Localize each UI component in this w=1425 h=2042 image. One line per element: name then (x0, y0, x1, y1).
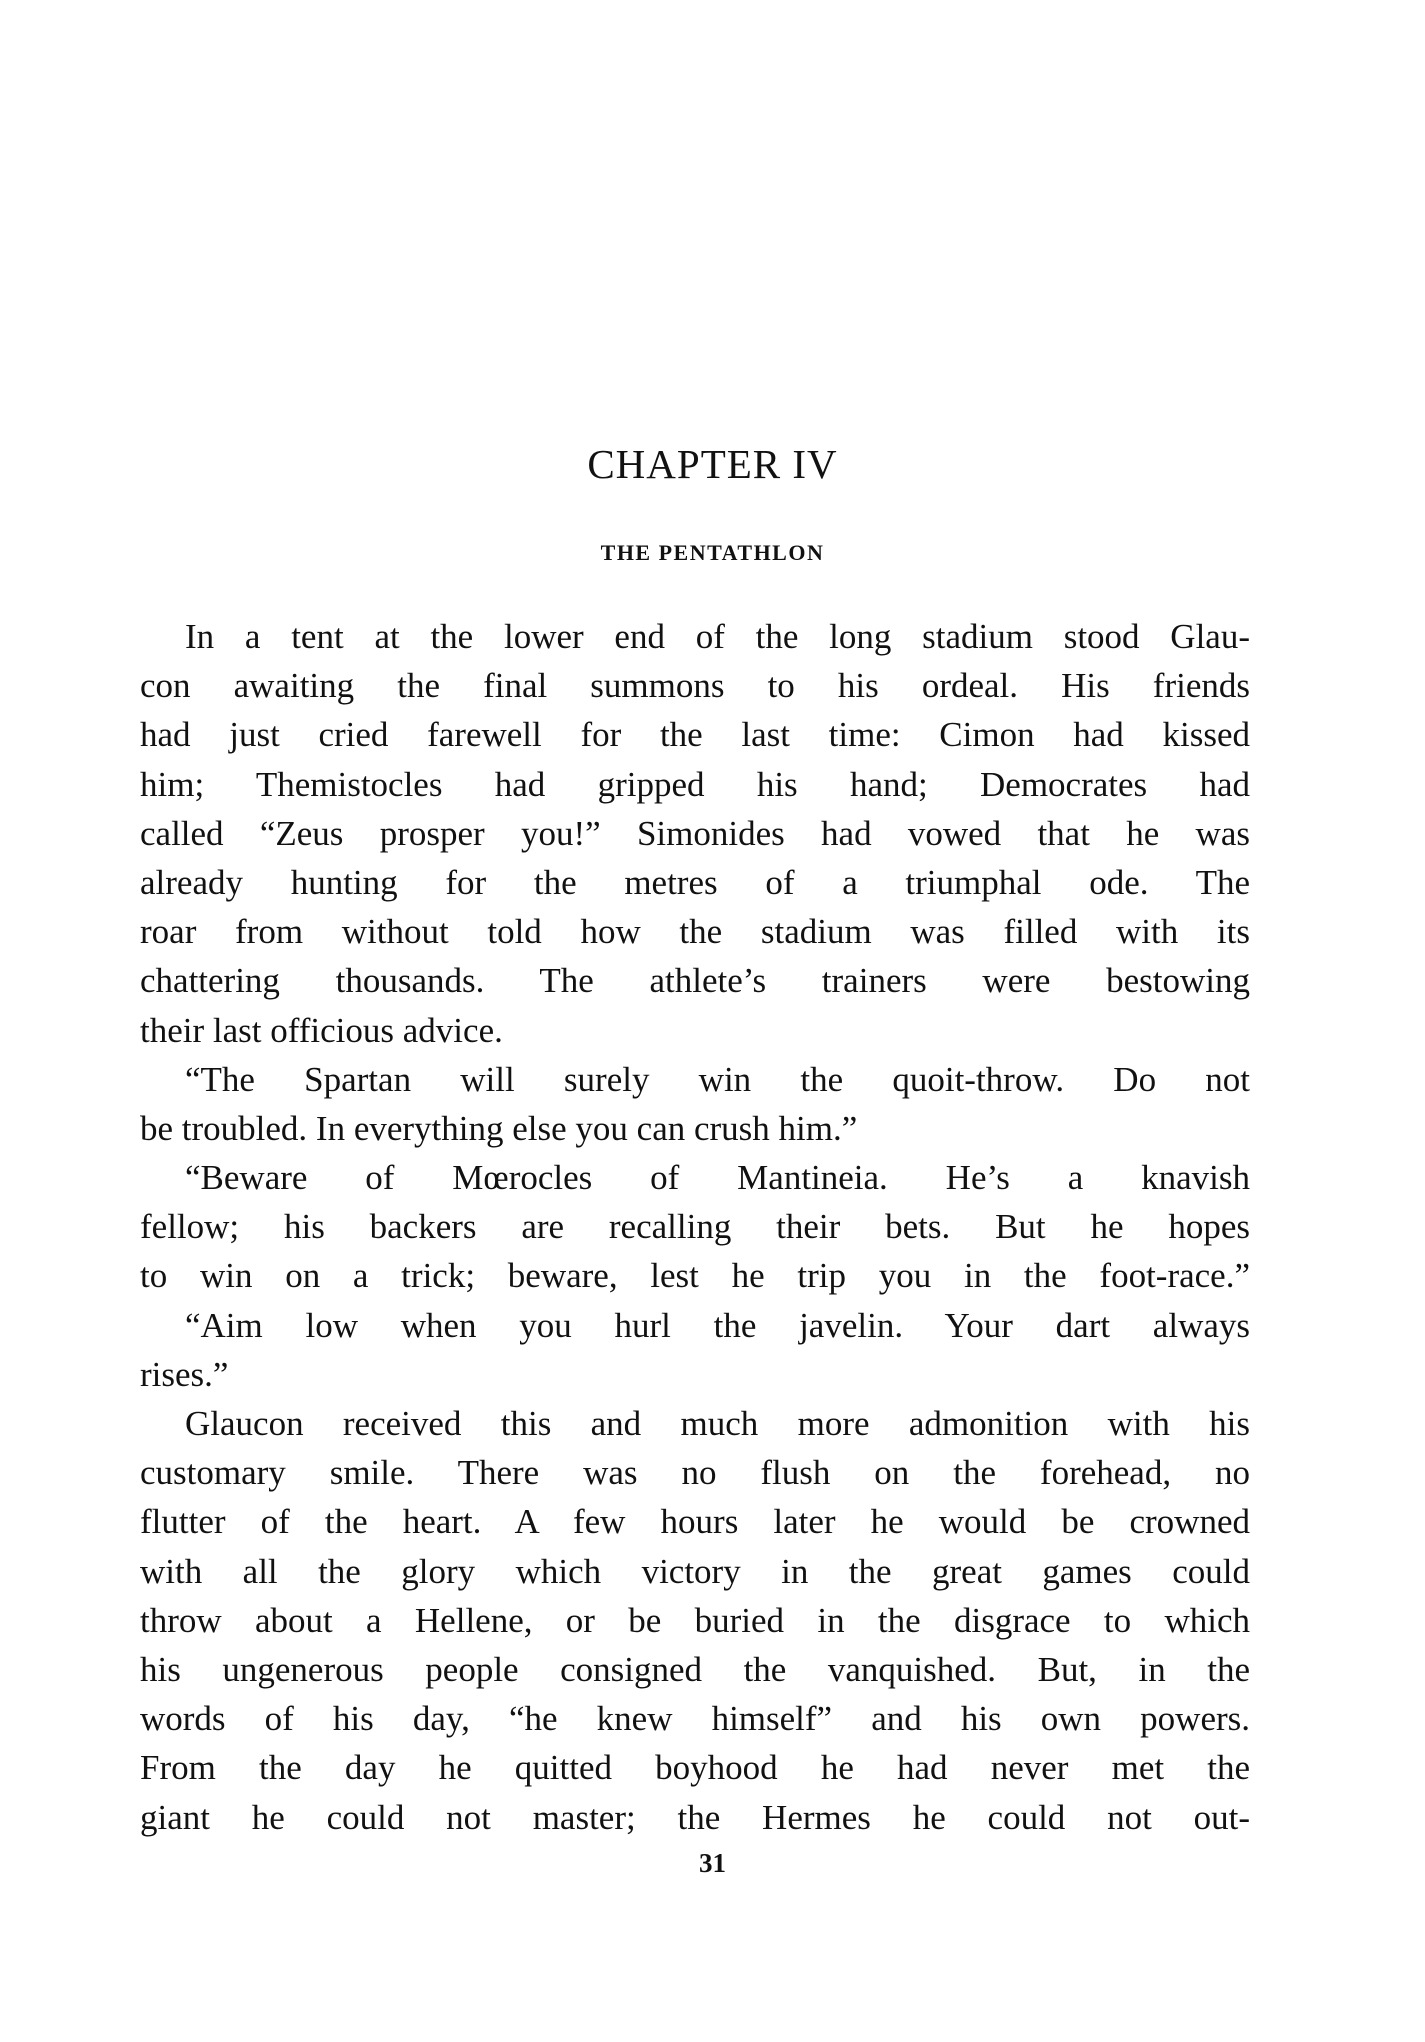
text-line: In a tent at the lower end of the long stadium stood Glau- (185, 617, 1250, 656)
text-line: flutter of the heart. A few hours later he would be crowned (140, 1502, 1250, 1542)
text-line: him; Themistocles had gripped his hand; Democrates had (140, 764, 1250, 804)
text-line: had just cried farewell for the last time: Cimon had kissed (140, 715, 1250, 755)
text-line: chattering thousands. The athlete’s trainers were bestowing (140, 961, 1250, 1001)
text-line: “Aim low when you hurl the javelin. Your dart always (185, 1305, 1250, 1345)
text-line: “The Spartan will surely win the quoit-throw. Do not (185, 1059, 1250, 1099)
text-line: already hunting for the metres of a triumphal ode. The (140, 862, 1250, 902)
text-line: words of his day, “he knew himself” and his own powers. (140, 1699, 1250, 1739)
page-number: 31 (699, 1848, 726, 1878)
text-line: rises.” (140, 1354, 229, 1394)
text-line: roar from without told how the stadium was filled with its (140, 912, 1250, 952)
chapter-title: CHAPTER IV (587, 441, 838, 487)
text-line: called “Zeus prosper you!” Simonides had vowed that he was (140, 813, 1250, 853)
text-line: “Beware of Mœrocles of Mantineia. He’s a knavish (185, 1158, 1250, 1198)
text-line: to win on a trick; beware, lest he trip you in the foot-race.” (140, 1256, 1250, 1296)
text-line: fellow; his backers are recalling their bets. But he hopes (140, 1207, 1250, 1247)
text-line: throw about a Hellene, or be buried in the disgrace to which (140, 1600, 1250, 1640)
text-line: giant he could not master; the Hermes he could not out- (140, 1797, 1250, 1837)
text-line: Glaucon received this and much more admonition with his (185, 1404, 1250, 1443)
text-line: customary smile. There was no flush on the forehead, no (140, 1453, 1250, 1493)
body-text (140, 612, 1250, 1842)
text-line: con awaiting the final summons to his ordeal. His friends (140, 666, 1250, 706)
chapter-subtitle: THE PENTATHLON (600, 540, 825, 565)
text-line: From the day he quitted boyhood he had never met the (140, 1748, 1250, 1788)
text-line: his ungenerous people consigned the vanquished. But, in the (140, 1649, 1250, 1689)
text-line: their last officious advice. (140, 1010, 503, 1050)
text-line: with all the glory which victory in the great games could (140, 1551, 1250, 1591)
text-line: be troubled. In everything else you can crush him.” (140, 1108, 858, 1148)
